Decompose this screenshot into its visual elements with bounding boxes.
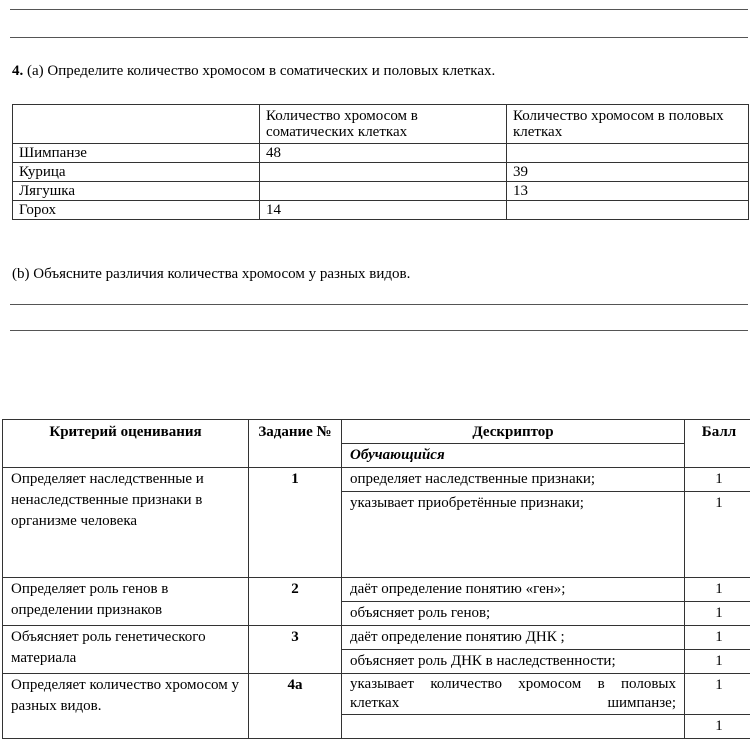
score-cell: 1 (685, 492, 750, 578)
descriptor-cell: объясняет роль генов; (342, 602, 685, 626)
descriptor-cell: даёт определение понятию ДНК ; (342, 626, 685, 650)
table-cell: Шимпанзе (13, 144, 260, 163)
table-cell: Горох (13, 201, 260, 220)
score-cell: 1 (685, 674, 750, 715)
task-header: Задание № (249, 420, 342, 468)
question-4b-text: (b) Объясните различия количества хромосом у разных видов. (12, 266, 411, 282)
score-header: Балл (685, 420, 750, 468)
table-header-row (13, 105, 749, 144)
descriptor-cell: даёт определение понятию «ген»; (342, 578, 685, 602)
table-cell (260, 163, 507, 182)
answer-line-3 (10, 304, 748, 305)
descriptor-cell: указывает количество хромосом в половых клетках шимпанзе; (342, 674, 685, 715)
table-cell (507, 144, 749, 163)
table-row (13, 144, 749, 163)
rubric-row (3, 674, 750, 715)
descriptor-cell (342, 715, 685, 739)
student-label: Обучающийся (342, 444, 685, 468)
descriptor-header: Дескриптор (342, 420, 685, 444)
table-cell (507, 201, 749, 220)
question-number: 4. (12, 63, 24, 79)
table-cell: Лягушка (13, 182, 260, 201)
table-header-cell: Количество хромосом в половых клетках (507, 105, 749, 144)
answer-line-1 (10, 9, 748, 10)
table-cell: 14 (260, 201, 507, 220)
descriptor-cell: объясняет роль ДНК в наследственности; (342, 650, 685, 674)
table-row (13, 182, 749, 201)
task-cell: 2 (249, 578, 342, 626)
score-cell: 1 (685, 626, 750, 650)
answer-line-4 (10, 330, 748, 331)
table-row (13, 163, 749, 182)
table-cell (260, 182, 507, 201)
table-cell: Курица (13, 163, 260, 182)
score-cell: 1 (685, 468, 750, 492)
table-cell: 13 (507, 182, 749, 201)
table-cell: 48 (260, 144, 507, 163)
rubric-table (2, 419, 750, 739)
rubric-header-row (3, 420, 750, 444)
chromosome-table (12, 104, 749, 220)
score-cell: 1 (685, 650, 750, 674)
descriptor-cell: указывает приобретённые признаки; (342, 492, 685, 578)
task-cell: 1 (249, 468, 342, 578)
criterion-cell: Определяет роль генов в определении признаков (3, 578, 249, 626)
table-cell: 39 (507, 163, 749, 182)
question-4a-text: (a) Определите количество хромосом в соматических и половых клетках. (23, 63, 496, 79)
rubric-row (3, 468, 750, 492)
task-cell: 4a (249, 674, 342, 739)
table-header-cell (13, 105, 260, 144)
criterion-header: Критерий оценивания (3, 420, 249, 468)
criterion-cell: Определяет количество хромосом у разных видов. (3, 674, 249, 739)
criterion-cell: Определяет наследственные и ненаследственные признаки в организме человека (3, 468, 249, 578)
table-row (13, 201, 749, 220)
rubric-row (3, 626, 750, 650)
rubric-row (3, 578, 750, 602)
criterion-cell: Объясняет роль генетического материала (3, 626, 249, 674)
question-4-title (12, 63, 495, 80)
task-cell: 3 (249, 626, 342, 674)
answer-line-2 (10, 37, 748, 38)
score-cell: 1 (685, 578, 750, 602)
descriptor-cell: определяет наследственные признаки; (342, 468, 685, 492)
score-cell: 1 (685, 715, 750, 739)
score-cell: 1 (685, 602, 750, 626)
table-header-cell: Количество хромосом в соматических клетках (260, 105, 507, 144)
